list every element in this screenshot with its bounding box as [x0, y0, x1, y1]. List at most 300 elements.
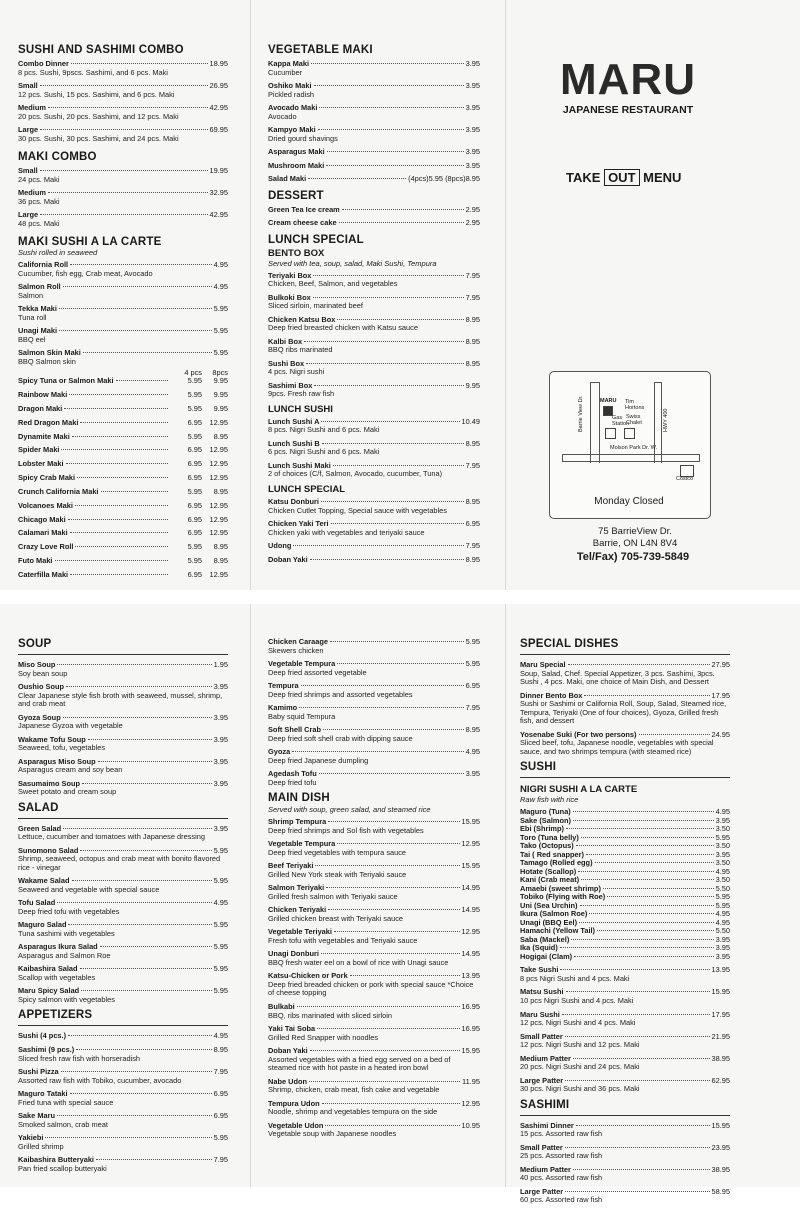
- leader-dots: [333, 465, 464, 466]
- leader-dots: [75, 505, 168, 506]
- item-name: Chicken Teriyaki: [268, 905, 327, 915]
- item-name: Lobster Maki: [18, 459, 64, 469]
- item-name: Medium Patter: [520, 1164, 571, 1174]
- item-description: 8 pcs Nigri Sushi and 4 pcs. Maki: [520, 973, 630, 983]
- item-price: 4.95: [715, 917, 730, 927]
- menu-item-row: [18, 543, 228, 552]
- item-price: 5.95: [213, 1133, 228, 1143]
- item-description: Salmon: [18, 290, 44, 300]
- item-name: Tekka Maki: [18, 304, 57, 314]
- item-description: Assorted vegetables with a fried egg served on a bed of steamed rice with hot paste in a heated iron bowl: [268, 1054, 451, 1073]
- item-name: Dinner Bento Box: [520, 690, 583, 700]
- leader-dots: [116, 380, 168, 381]
- menu-item-row: [268, 542, 480, 551]
- item-name: Vegetable Udon: [268, 1120, 324, 1130]
- leader-dots: [639, 734, 710, 735]
- leader-dots: [63, 828, 211, 829]
- price-4pcs: 5.95: [187, 390, 202, 400]
- item-name: Wakame Salad: [18, 876, 70, 886]
- menu-item: [268, 682, 480, 699]
- menu-item: [268, 82, 480, 99]
- item-name: Katsu Donburi: [268, 496, 319, 506]
- menu-item: [18, 965, 228, 982]
- item-description: Seaweed, tofu, vegetables: [18, 743, 106, 753]
- menu-item: [520, 731, 730, 757]
- menu-item: [18, 1032, 228, 1041]
- price-4pcs: 6.95: [187, 445, 202, 455]
- soup-list: [18, 661, 228, 797]
- leader-dots: [565, 1147, 710, 1148]
- menu-item-row: [18, 1032, 228, 1041]
- menu-item: [268, 104, 480, 121]
- item-price: 6.95: [213, 1089, 228, 1099]
- item-price: 8.95: [465, 554, 480, 564]
- item-prices: [170, 460, 228, 469]
- item-name: Kani (Crab meat): [520, 875, 580, 885]
- menu-item-row: [18, 474, 228, 483]
- item-name: Small Patter: [520, 1142, 563, 1152]
- swiss-chalet-building: [624, 428, 635, 439]
- item-description: Chicken Cutlet Topping, Special sauce with vegetables: [268, 505, 447, 515]
- appetizers-cont-list: [268, 638, 480, 787]
- menu-item: [268, 382, 480, 399]
- item-description: Pickled radish: [268, 89, 315, 99]
- combo-list: [18, 60, 228, 143]
- menu-item: [268, 206, 480, 215]
- menu-item-row: [18, 377, 228, 386]
- menu-item: [18, 167, 228, 184]
- item-name: Large Patter: [520, 1186, 564, 1196]
- item-price: 6.95: [213, 1111, 228, 1121]
- item-price: 14.95: [461, 905, 480, 915]
- item-description: Deep fried Japanese dumpling: [268, 755, 369, 765]
- leader-dots: [88, 739, 212, 740]
- menu-item: [268, 1122, 480, 1139]
- item-price: 5.95: [213, 964, 228, 974]
- item-name: Medium: [18, 103, 46, 113]
- item-description: Grilled Red Snapper with noodles: [268, 1032, 379, 1042]
- item-price: 26.95: [209, 81, 228, 91]
- dessert-list: [268, 206, 480, 228]
- leader-dots: [306, 363, 463, 364]
- address: [560, 526, 710, 551]
- item-price: 7.95: [213, 1067, 228, 1077]
- leader-dots: [322, 443, 464, 444]
- item-name: Lunch Sushi Maki: [268, 460, 331, 470]
- menu-item-row: [268, 162, 480, 171]
- menu-item: [18, 305, 228, 322]
- item-price: 38.95: [711, 1164, 730, 1174]
- menu-item: [18, 847, 228, 873]
- item-name: Tempura Udon: [268, 1098, 320, 1108]
- menu-item: [268, 770, 480, 787]
- item-name: Maru Spicy Salad: [18, 986, 80, 996]
- item-price: 3.95: [465, 81, 480, 91]
- menu-item: [520, 1144, 730, 1161]
- price-4pcs: 5.95: [187, 404, 202, 413]
- menu-item: [268, 704, 480, 721]
- menu-item: [18, 460, 228, 469]
- subtitle-lunch-sushi: LUNCH SUSHI: [268, 403, 333, 415]
- leader-dots: [313, 275, 463, 276]
- leader-dots: [66, 463, 168, 464]
- item-name: Ebi (Shrimp): [520, 824, 564, 834]
- item-name: Saba (Mackel): [520, 934, 570, 944]
- col-4pcs: 4 pcs: [184, 368, 202, 378]
- price-4pcs: 5.95: [187, 486, 202, 496]
- leader-dots: [573, 1058, 710, 1059]
- item-prices: [170, 516, 228, 525]
- item-name: Bulkoki Box: [268, 292, 311, 302]
- item-name: Salmon Teriyaki: [268, 883, 325, 893]
- main-list: [268, 818, 480, 1138]
- item-price: 11.95: [462, 1076, 480, 1086]
- menu-item: [18, 189, 228, 206]
- item-price: 8.95: [465, 336, 480, 346]
- leader-dots: [314, 85, 464, 86]
- column-appetizers-main: [268, 638, 480, 1144]
- item-description: 8 pcs. Nigri Sushi and 6 pcs. Maki: [268, 425, 380, 435]
- item-price: 3.95: [715, 951, 730, 961]
- leader-dots: [322, 1103, 460, 1104]
- leader-dots: [350, 975, 460, 976]
- item-price: 16.95: [461, 1024, 480, 1034]
- leader-dots: [566, 828, 714, 829]
- item-price: 18.95: [209, 59, 228, 68]
- item-name: Futo Maki: [18, 555, 53, 565]
- menu-item-row: [18, 446, 228, 455]
- item-description: 12 pcs. Nigri Sushi and 4 pcs. Maki: [520, 1018, 636, 1028]
- leader-dots: [66, 686, 212, 687]
- item-price: 3.95: [715, 943, 730, 953]
- menu-item: [268, 542, 480, 551]
- item-description: Seaweed and vegetable with special sauce: [18, 884, 160, 894]
- price-4pcs: 6.95: [187, 459, 202, 469]
- item-price: 1.95: [213, 660, 228, 669]
- section-rule: [520, 654, 730, 655]
- item-price: 3.95: [465, 147, 480, 157]
- item-name: Udong: [268, 541, 292, 551]
- item-price: 21.95: [711, 1031, 730, 1041]
- menu-item: [18, 433, 228, 442]
- leader-dots: [337, 843, 459, 844]
- price-4pcs: 6.95: [187, 514, 202, 524]
- menu-item: [268, 950, 480, 967]
- item-price: 5.95: [465, 659, 480, 669]
- item-price: 27.95: [711, 660, 730, 669]
- item-name: Medium Patter: [520, 1053, 571, 1063]
- item-name: Spicy Tuna or Salmon Maki: [18, 376, 114, 386]
- item-description: Pan fried scallop butteryaki: [18, 1163, 107, 1173]
- leader-dots: [293, 545, 463, 546]
- menu-item: [268, 219, 480, 228]
- menu-item: [18, 419, 228, 428]
- price-8pcs: 8.95: [213, 486, 228, 496]
- item-name: Maru Special: [520, 660, 566, 669]
- item-prices: [170, 433, 228, 442]
- map-label-maru: MARU: [600, 398, 617, 404]
- price-8pcs: 12.95: [209, 528, 228, 538]
- item-name: Kaibashira Salad: [18, 964, 78, 974]
- item-name: Tamago (Rolled egg): [520, 858, 593, 868]
- item-price: 7.95: [465, 703, 480, 713]
- leader-dots: [55, 560, 169, 561]
- section-rule: [18, 818, 228, 819]
- price-8pcs: 8.95: [213, 555, 228, 565]
- item-price: 38.95: [711, 1053, 730, 1063]
- leader-dots: [59, 330, 212, 331]
- item-name: Asparagus Ikura Salad: [18, 942, 98, 952]
- takeout-word: TAKE: [566, 170, 601, 185]
- item-name: Sunomono Salad: [18, 845, 79, 855]
- item-description: Baby squid Tempura: [268, 711, 336, 721]
- menu-item-row: [268, 206, 480, 215]
- item-name: Yakiebi: [18, 1133, 44, 1143]
- subtitle-nigri: NIGRI SUSHI A LA CARTE: [520, 784, 638, 796]
- item-price: 4.95: [213, 1031, 228, 1041]
- item-description: Grilled New York steak with Teriyaki sauce: [268, 869, 407, 879]
- leader-dots: [560, 969, 709, 970]
- item-name: Hogigai (Clam): [520, 951, 573, 961]
- item-description: Sweet potato and cream soup: [18, 787, 117, 797]
- leader-dots: [81, 990, 211, 991]
- menu-item: [18, 377, 228, 386]
- item-name: Large: [18, 125, 39, 135]
- menu-item: [18, 543, 228, 552]
- leader-dots: [59, 308, 212, 309]
- section-title-combo: SUSHI AND SASHIMI COMBO: [18, 44, 184, 56]
- leader-dots: [317, 1028, 459, 1029]
- item-name: Maru Sushi: [520, 1009, 560, 1019]
- menu-item: [520, 661, 730, 687]
- item-name: Yaki Tai Soba: [268, 1024, 316, 1034]
- section-title-sushi: SUSHI: [520, 761, 557, 774]
- menu-item-row: [18, 516, 228, 525]
- menu-item: [18, 349, 228, 366]
- item-description: 4 pcs. Nigri sushi: [268, 367, 325, 377]
- leader-dots: [313, 297, 464, 298]
- item-price: 5.95: [715, 832, 730, 842]
- leader-dots: [75, 546, 168, 547]
- menu-item: [18, 446, 228, 455]
- item-price: 12.95: [461, 839, 480, 849]
- menu-item: [520, 1077, 730, 1094]
- leader-dots: [299, 707, 463, 708]
- leader-dots: [98, 761, 212, 762]
- menu-item: [18, 714, 228, 731]
- item-price: (4pcs)5.95 (8pcs)8.95: [408, 174, 480, 184]
- menu-item: [268, 972, 480, 998]
- item-name: Rainbow Maki: [18, 390, 68, 400]
- menu-item: [268, 862, 480, 879]
- leader-dots: [573, 820, 714, 821]
- item-description: Sliced beef, tofu, Japanese noodle, vegetables with special sauce, and two shrimps tempura (with steamed rice): [520, 738, 714, 756]
- item-price: 24.95: [711, 729, 730, 739]
- leader-dots: [580, 905, 714, 906]
- section-rule: [18, 1025, 228, 1026]
- item-description: 2 of choices (C/f, Salmon, Avocado, cucumber, Tuna): [268, 469, 443, 479]
- item-description: 8 pcs. Sushi, 9pscs. Sashimi, and 6 pcs. Maki: [18, 67, 168, 77]
- item-prices: [170, 405, 228, 414]
- leader-dots: [100, 946, 212, 947]
- map-label-swiss: Swiss Chalet: [626, 414, 642, 426]
- item-name: Spider Maki: [18, 445, 60, 455]
- item-name: Hamachi (Yellow Tail): [520, 926, 596, 936]
- leader-dots: [96, 1159, 212, 1160]
- section-rule: [18, 654, 228, 655]
- leader-dots: [45, 1137, 211, 1138]
- item-name: Volcanoes Maki: [18, 500, 73, 510]
- item-name: Sashimi Box: [268, 380, 313, 390]
- menu-item: [18, 391, 228, 400]
- leader-dots: [83, 352, 212, 353]
- item-name: Soft Shell Crab: [268, 725, 321, 735]
- item-description: BBQ Salmon skin: [18, 356, 76, 366]
- menu-item: [18, 60, 228, 77]
- item-price: 16.95: [461, 1001, 480, 1011]
- item-description: Sushi or Sashimi or California Roll, Soup, Salad, Steamed rice, Tempura, Teriyaki (One of four choices), Gyoza, Grilled fresh fish, and dessert: [520, 699, 727, 726]
- menu-item: [268, 338, 480, 355]
- menu-item: [18, 1090, 228, 1107]
- menu-item-row: [18, 405, 228, 414]
- item-price: 62.95: [711, 1075, 730, 1085]
- item-price: 4.95: [213, 898, 228, 908]
- item-name: Kamimo: [268, 703, 298, 713]
- menu-word: MENU: [643, 170, 682, 185]
- item-name: Agedash Tofu: [268, 769, 317, 779]
- menu-item: [268, 498, 480, 515]
- leader-dots: [323, 729, 464, 730]
- menu-item-row: [520, 953, 730, 962]
- leader-dots: [328, 821, 459, 822]
- sushi-sets-list: [520, 966, 730, 1093]
- leader-dots: [301, 685, 464, 686]
- leader-dots: [61, 1071, 212, 1072]
- menu-item: [18, 825, 228, 842]
- item-name: Mushroom Maki: [268, 160, 325, 170]
- item-price: 12.95: [461, 1098, 480, 1108]
- section-title-soup: SOUP: [18, 638, 52, 650]
- item-price: 5.95: [465, 637, 480, 646]
- item-description: Smoked salmon, crab meat: [18, 1119, 108, 1129]
- address-line-2: Barrie, ON L4N 8V4: [592, 538, 678, 550]
- leader-dots: [589, 913, 713, 914]
- leader-dots: [68, 519, 168, 520]
- leader-dots: [328, 909, 459, 910]
- leader-dots: [57, 664, 211, 665]
- item-name: Sake (Salmon): [520, 815, 571, 825]
- item-name: Oshiko Maki: [268, 81, 312, 91]
- item-price: 8.95: [465, 358, 480, 368]
- item-name: Lunch Sushi B: [268, 438, 320, 448]
- price-8pcs: 9.95: [213, 404, 228, 413]
- item-prices: [170, 543, 228, 552]
- leader-dots: [562, 1014, 710, 1015]
- leader-dots: [292, 751, 463, 752]
- price-4pcs: 6.95: [187, 473, 202, 483]
- item-description: 24 pcs. Maki: [18, 174, 60, 184]
- leader-dots: [576, 845, 714, 846]
- menu-item: [268, 906, 480, 923]
- item-price: 2.95: [465, 218, 480, 228]
- item-name: Tobiko (Flying with Roe): [520, 892, 606, 902]
- veg-maki-list: [268, 60, 480, 184]
- item-price: 17.95: [711, 690, 730, 700]
- item-price: 5.50: [715, 883, 730, 893]
- item-description: BBQ, ribs marinated with sliced sirloin: [268, 1010, 393, 1020]
- menu-item: [18, 987, 228, 1004]
- item-description: Dried gourd shavings: [268, 133, 338, 143]
- menu-item: [18, 502, 228, 511]
- leader-dots: [576, 1125, 710, 1126]
- item-price: 5.95: [213, 304, 228, 314]
- menu-item: [18, 1068, 228, 1085]
- nigri-list: [520, 808, 730, 961]
- menu-item: [268, 1078, 480, 1095]
- price-4pcs: 5.95: [187, 431, 202, 441]
- item-name: Vegetable Teriyaki: [268, 927, 332, 937]
- item-price: 58.95: [711, 1186, 730, 1196]
- item-name: Yosenabe Suki (For two persons): [520, 729, 637, 739]
- item-name: Asparagus Maki: [268, 147, 325, 157]
- price-8pcs: 9.95: [213, 390, 228, 400]
- item-name: Small Patter: [520, 1031, 563, 1041]
- menu-item: [268, 294, 480, 311]
- menu-item: [18, 780, 228, 797]
- menu-item: [268, 748, 480, 765]
- maki-double-list: [18, 377, 228, 579]
- item-prices: [170, 446, 228, 455]
- leader-dots: [82, 783, 212, 784]
- item-name: Nabe Udon: [268, 1076, 308, 1086]
- item-description: Tuna roll: [18, 312, 47, 322]
- map-label-molson: Molson Park Dr. W.: [610, 445, 658, 451]
- sashimi-list: [520, 1122, 730, 1205]
- leader-dots: [566, 991, 710, 992]
- item-price: 3.95: [213, 778, 228, 788]
- leader-dots: [64, 408, 168, 409]
- item-price: 15.95: [711, 987, 730, 997]
- item-name: Cream cheese cake: [268, 218, 337, 228]
- section-rule: [520, 1115, 730, 1116]
- column-soup-salad: [18, 638, 228, 1178]
- section-title-salad: SALAD: [18, 801, 59, 814]
- item-description: BBQ eel: [18, 334, 46, 344]
- item-price: 7.95: [465, 292, 480, 302]
- leader-dots: [57, 1115, 212, 1116]
- price-4pcs: 5.95: [187, 542, 202, 552]
- price-8pcs: 8.95: [213, 542, 228, 552]
- menu-item-row: [18, 283, 228, 292]
- item-price: 2.95: [465, 204, 480, 214]
- price-8pcs: 12.95: [209, 473, 228, 483]
- menu-item: [268, 462, 480, 479]
- special-list: [520, 661, 730, 756]
- leader-dots: [72, 880, 212, 881]
- item-price: 5.95: [213, 920, 228, 930]
- menu-item: [18, 661, 228, 678]
- item-name: Maguro Salad: [18, 920, 67, 930]
- item-description: Skewers chicken: [268, 645, 324, 655]
- barrie-view-road: [590, 382, 600, 463]
- price-4pcs: 5.95: [187, 555, 202, 565]
- menu-item: [18, 488, 228, 497]
- item-description: Deep fried assorted vegetable: [268, 667, 367, 677]
- menu-item: [268, 840, 480, 857]
- leader-dots: [565, 1191, 709, 1192]
- leader-dots: [72, 436, 168, 437]
- item-description: 30 pcs. Sushi, 30 pcs. Sashimi, and 24 pcs. Maki: [18, 133, 179, 143]
